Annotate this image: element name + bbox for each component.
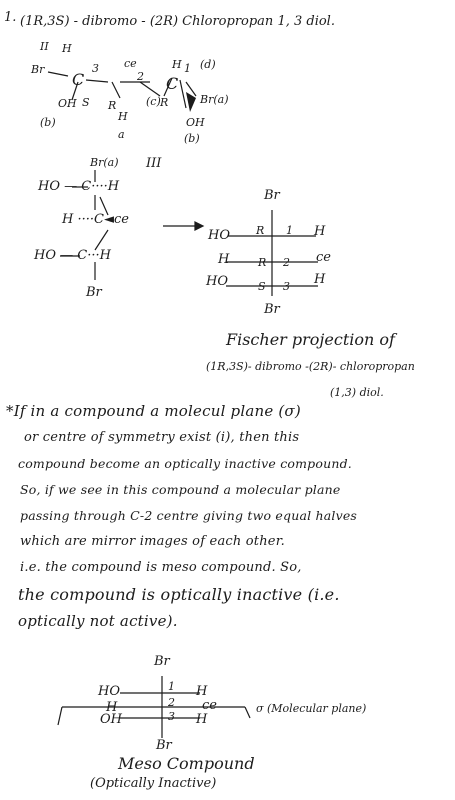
meso-left: H: [106, 700, 118, 715]
paragraph-line: or centre of symmetry exist (i), then this: [24, 430, 300, 445]
struct2-line: Br: [86, 285, 102, 300]
meso-left: HO: [98, 684, 120, 699]
compound-title: (1R,3S) - dibromo - (2R) Chloropropan 1, 3 diol.: [20, 14, 335, 29]
fischer-config: R: [258, 256, 267, 269]
struct1-label: Br: [31, 63, 45, 76]
paragraph-line: optically not active).: [18, 612, 178, 630]
paragraph-line: *If in a compound a molecul plane (σ): [6, 402, 301, 420]
struct1-label: Br(a): [200, 93, 229, 106]
struct1-label: (c): [146, 95, 161, 108]
meso-caption: Meso Compound: [118, 754, 255, 773]
struct1-label: (b): [184, 132, 200, 145]
struct1-label: C: [166, 74, 179, 93]
struct2-line: H ····C◄ce: [62, 212, 129, 227]
paragraph-line: the compound is optically inactive (i.e.: [18, 585, 340, 604]
fischer-caption: Fischer projection of: [226, 330, 395, 349]
plane-label: σ (Molecular plane): [256, 702, 367, 715]
meso-num: 3: [168, 710, 175, 723]
meso-top: Br: [154, 654, 170, 669]
struct1-label: H: [118, 110, 128, 123]
struct2-line: HO — C····H: [38, 179, 120, 194]
paragraph-line: passing through C-2 centre giving two equal halves: [20, 508, 358, 523]
struct2-line: Br(a): [90, 156, 119, 169]
fischer-config: R: [256, 224, 265, 237]
meso-num: 1: [168, 680, 175, 693]
meso-right: H: [196, 712, 208, 727]
meso-left: OH: [100, 712, 122, 727]
struct2-line: III: [146, 156, 162, 171]
fischer-left: HO: [206, 274, 228, 289]
struct1-label: OH: [58, 97, 77, 110]
fischer-caption: (1R,3S)- dibromo -(2R)- chloropropan: [206, 360, 415, 373]
struct1-label: OH: [186, 116, 205, 129]
struct1-label: II: [40, 40, 49, 53]
meso-right: ce: [202, 698, 217, 713]
fischer-num: 1: [286, 224, 293, 237]
fischer-left: HO: [208, 228, 230, 243]
struct1-label: 3: [92, 62, 99, 75]
struct1-label: H: [172, 58, 182, 71]
paragraph-line: compound become an optically inactive compound.: [18, 456, 352, 471]
meso-num: 2: [168, 696, 175, 709]
fischer-left: H: [218, 252, 230, 267]
fischer-right: ce: [316, 250, 331, 265]
struct1-label: a: [118, 128, 125, 141]
question-number: 1.: [4, 10, 17, 25]
meso-right: H: [196, 684, 208, 699]
struct2-line: HO — C···H: [34, 248, 111, 263]
struct1-label: 2: [137, 70, 144, 83]
fischer-caption: (1,3) diol.: [330, 386, 384, 399]
struct1-label: C: [72, 70, 85, 89]
fischer-right: H: [314, 224, 326, 239]
paragraph-line: So, if we see in this compound a molecular plane: [20, 482, 341, 497]
paragraph-line: i.e. the compound is meso compound. So,: [20, 560, 302, 575]
struct1-label: (d): [200, 58, 216, 71]
fischer-num: 2: [283, 256, 290, 269]
fischer-bottom: Br: [264, 302, 280, 317]
meso-bottom: Br: [156, 738, 172, 753]
paragraph-line: which are mirror images of each other.: [20, 534, 286, 549]
struct1-label: 1: [184, 62, 191, 75]
struct1-label: R: [160, 96, 169, 109]
fischer-num: 3: [283, 280, 290, 293]
struct1-label: (b): [40, 116, 56, 129]
fischer-top: Br: [264, 188, 280, 203]
struct1-label: ce: [124, 57, 137, 70]
fischer-config: S: [258, 280, 266, 293]
meso-caption: (Optically Inactive): [90, 776, 217, 791]
struct1-label: H: [62, 42, 72, 55]
fischer-right: H: [314, 272, 326, 287]
struct1-label: R: [108, 99, 117, 112]
struct1-label: S: [82, 96, 90, 109]
